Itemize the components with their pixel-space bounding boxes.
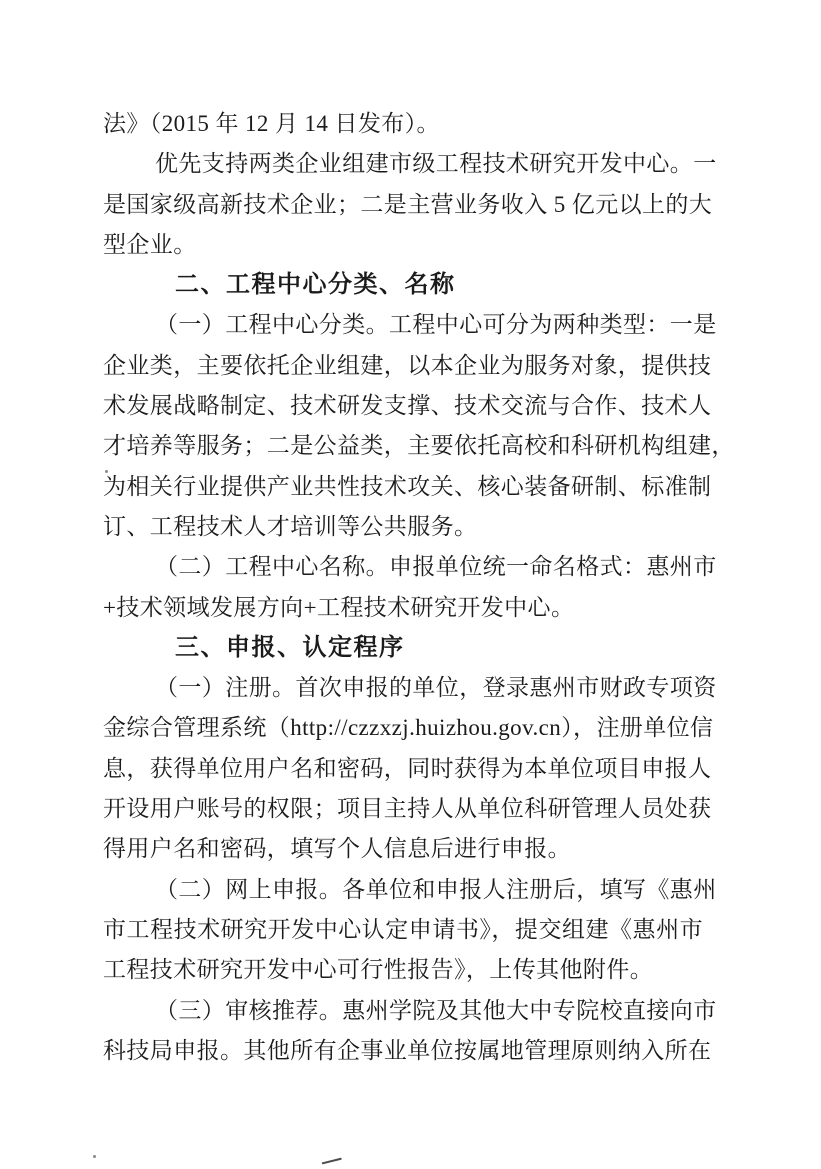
- text-line: 开设用户账号的权限；项目主持人从单位科研管理人员处获: [103, 796, 712, 822]
- text-line: 术发展战略制定、技术研发支撑、技术交流与合作、技术人: [103, 393, 712, 419]
- text-line: （一）注册。首次申报的单位，登录惠州市财政专项资: [155, 675, 717, 701]
- text-line: 工程技术研究开发中心可行性报告》，上传其他附件。: [103, 957, 654, 983]
- scan-speck: [105, 470, 108, 473]
- section-heading-3: 三、申报、认定程序: [175, 633, 405, 661]
- pen-mark-artifact: [322, 1158, 342, 1167]
- scan-speck: [93, 1155, 96, 1158]
- text-line: 型企业。: [103, 231, 197, 257]
- text-line: 才培养等服务；二是公益类，主要依托高校和科研机构组建，: [103, 433, 735, 459]
- text-line: （三）审核推荐。惠州学院及其他大中专院校直接向市: [155, 997, 717, 1023]
- text-line: （二）工程中心名称。申报单位统一命名格式：惠州市: [155, 554, 717, 580]
- text-line: 法》（2015 年 12 月 14 日发布）。: [103, 111, 440, 136]
- text-line: 得用户名和密码，填写个人信息后进行申报。: [103, 836, 571, 862]
- text-line: 市工程技术研究开发中心认定申请书》，提交组建《惠州市: [103, 916, 703, 942]
- text-line: （二）网上申报。各单位和申报人注册后，填写《惠州: [155, 876, 717, 902]
- text-line: 科技局申报。其他所有企事业单位按属地管理原则纳入所在: [103, 1037, 712, 1063]
- text-line: 企业类，主要依托企业组建，以本企业为服务对象，提供技: [103, 352, 712, 378]
- text-line-with-url: +技术领域发展方向+工程技术研究开发中心。: [103, 594, 575, 620]
- text-line-with-url: 金综合管理系统（http://czzxzj.huizhou.gov.cn），注册单位信: [103, 715, 714, 741]
- text-line: 息，获得单位用户名和密码，同时获得为本单位项目申报人: [103, 755, 712, 781]
- text-line: 是国家级高新技术企业；二是主营业务收入 5 亿元以上的大: [103, 191, 713, 217]
- text-line: 订、工程技术人才培训等公共服务。: [103, 513, 478, 539]
- document-text-block: [103, 104, 735, 1071]
- section-heading-2: 二、工程中心分类、名称: [175, 271, 456, 299]
- text-line: 优先支持两类企业组建市级工程技术研究开发中心。一: [155, 151, 717, 177]
- text-line: （一）工程中心分类。工程中心可分为两种类型：一是: [155, 312, 717, 338]
- text-line: 为相关行业提供产业共性技术攻关、核心装备研制、标准制: [103, 473, 712, 499]
